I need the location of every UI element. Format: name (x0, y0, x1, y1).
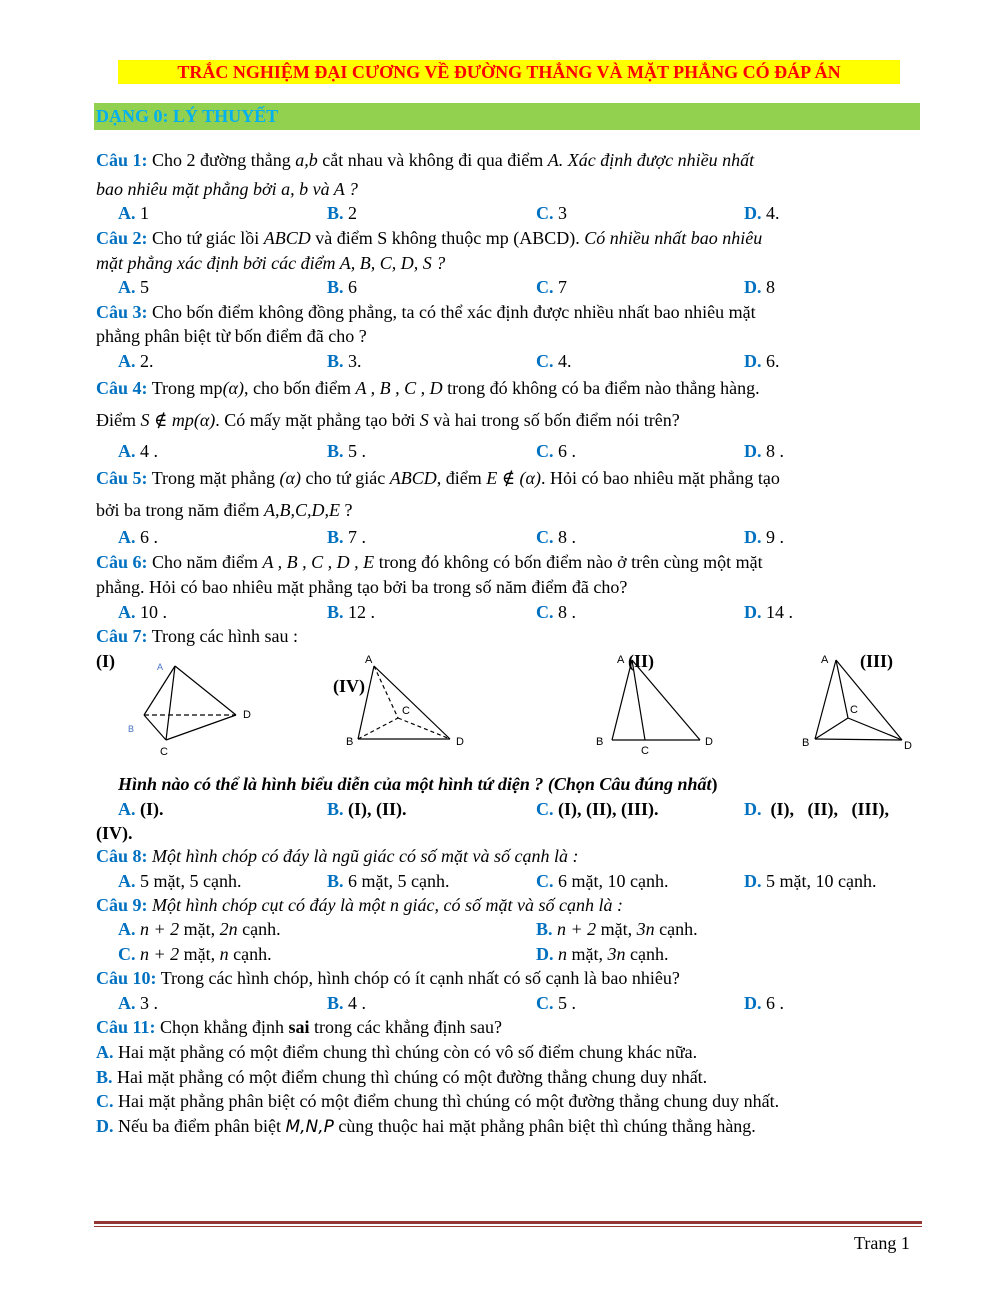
vertex-label-a: A (365, 654, 373, 666)
option-d: D. 8 . (744, 441, 784, 461)
question-label: Câu 3: (96, 302, 148, 322)
figure-i (120, 658, 270, 763)
option-b: B. 6 mặt, 5 cạnh. (327, 871, 450, 891)
option-c: C. 6 . (536, 441, 576, 461)
question-6-line-2: phẳng. Hỏi có bao nhiêu mặt phẳng tạo bởi ba trong số năm điểm đã cho? (96, 577, 628, 597)
option-c: C. (I), (II), (III). (536, 799, 659, 819)
page-number: Trang 1 (854, 1233, 910, 1253)
figure-label-i: (I) (96, 651, 115, 671)
figure-label-iii: (III) (860, 651, 894, 671)
question-7-prompt: Hình nào có thể là hình biểu diễn của một hình tứ diện ? (Chọn Câu đúng nhất) (118, 774, 718, 794)
option-a: A. 2. (118, 351, 154, 371)
question-1: Câu 1: Cho 2 đường thẳng a,b cắt nhau và không đi qua điểm A. Xác định được nhiều nhất (96, 150, 755, 170)
option-a: A. Hai mặt phẳng có một điểm chung thì chúng còn có vô số điểm chung khác nữa. (96, 1042, 698, 1062)
option-d: D. 9 . (744, 527, 784, 547)
option-b: B. 4 . (327, 993, 367, 1013)
question-5: Câu 5: Trong mặt phẳng (α) cho tứ giác ABCD, điểm E ∉ (α). Hỏi có bao nhiêu mặt phẳng tạo (96, 468, 780, 488)
option-a: A. 4 . (118, 441, 158, 461)
question-label: Câu 11: (96, 1017, 156, 1037)
vertex-label-b: B (128, 724, 135, 734)
option-c: C. 3 (536, 203, 567, 223)
option-d: D. 8 (744, 277, 775, 297)
option-a: A. 1 (118, 203, 149, 223)
question-label: Câu 6: (96, 552, 148, 572)
vertex-label-b: B (802, 737, 810, 749)
vertex-label-d: D (456, 736, 464, 748)
option-a: A. (I). (118, 799, 164, 819)
question-3: Câu 3: Cho bốn điểm không đồng phẳng, ta có thể xác định được nhiều nhất bao nhiêu mặt (96, 302, 756, 322)
option-c: C. n + 2 mặt, n cạnh. (118, 944, 272, 964)
option-c: C. 8 . (536, 602, 576, 622)
vertex-label-a: A (821, 654, 829, 666)
question-label: Câu 1: (96, 150, 148, 170)
option-d: D. 6 . (744, 993, 784, 1013)
footer-rule (94, 1221, 922, 1224)
question-label: Câu 8: (96, 846, 148, 866)
option-a: A. 5 mặt, 5 cạnh. (118, 871, 242, 891)
vertex-label-c: C (402, 705, 410, 717)
figure-ii (590, 648, 720, 758)
figure-iii (800, 648, 925, 758)
question-10: Câu 10: Trong các hình chóp, hình chóp có ít cạnh nhất có số cạnh là bao nhiêu? (96, 968, 680, 988)
option-d-wrap: (IV). (96, 823, 133, 843)
option-d: D. 6. (744, 351, 780, 371)
option-d: D. Nếu ba điểm phân biệt M,N,P cùng thuộc hai mặt phẳng phân biệt thì chúng thẳng hàng. (96, 1116, 756, 1137)
question-1-line-2: bao nhiêu mặt phẳng bởi a, b và A ? (96, 179, 358, 199)
vertex-label-c: C (160, 746, 168, 758)
question-label: Câu 10: (96, 968, 157, 988)
question-label: Câu 4: (96, 378, 148, 398)
option-b: B. 7 . (327, 527, 367, 547)
figure-iv (338, 648, 468, 753)
option-c: C. Hai mặt phẳng phân biệt có một điểm chung thì chúng có một đường thẳng chung duy nhất. (96, 1091, 780, 1111)
question-7: Câu 7: Trong các hình sau : (96, 626, 299, 646)
question-label: Câu 5: (96, 468, 148, 488)
vertex-label-c: C (850, 704, 858, 716)
option-a: A. 10 . (118, 602, 167, 622)
document-title: TRẮC NGHIỆM ĐẠI CƯƠNG VỀ ĐƯỜNG THẲNG VÀ MẶT PHẲNG CÓ ĐÁP ÁN (118, 60, 900, 84)
vertex-label-a: A (157, 662, 164, 672)
question-9: Câu 9: Một hình chóp cụt có đáy là một n giác, có số mặt và số cạnh là : (96, 895, 623, 915)
option-b: B. n + 2 mặt, 3n cạnh. (536, 919, 698, 939)
vertex-label-d: D (705, 736, 713, 748)
figure-label-ii: (II) (628, 651, 654, 671)
option-d: D. 5 mặt, 10 cạnh. (744, 871, 877, 891)
question-label: Câu 7: (96, 626, 148, 646)
option-c: C. 7 (536, 277, 567, 297)
vertex-label-b: B (346, 736, 354, 748)
option-d: D. 4. (744, 203, 780, 223)
question-11: Câu 11: Chọn khẳng định sai trong các khẳng định sau? (96, 1017, 502, 1037)
vertex-label-d: D (243, 709, 251, 721)
option-b: B. 12 . (327, 602, 376, 622)
question-2-line-2: mặt phẳng xác định bởi các điểm A, B, C, D, S ? (96, 253, 446, 273)
option-c: C. 5 . (536, 993, 576, 1013)
option-a: A. 3 . (118, 993, 158, 1013)
question-5-line-2: bởi ba trong năm điểm A,B,C,D,E ? (96, 500, 353, 520)
option-c: C. 6 mặt, 10 cạnh. (536, 871, 669, 891)
footer-rule-thin (94, 1226, 922, 1227)
option-b: B. Hai mặt phẳng có một điểm chung thì chúng có một đường thẳng chung duy nhất. (96, 1067, 708, 1087)
section-heading: DẠNG 0: LÝ THUYẾT (94, 103, 920, 130)
vertex-label-d: D (904, 740, 912, 752)
option-b: B. 6 (327, 277, 358, 297)
option-a: A. 6 . (118, 527, 158, 547)
option-c: C. 4. (536, 351, 572, 371)
question-8: Câu 8: Một hình chóp có đáy là ngũ giác có số mặt và số cạnh là : (96, 846, 579, 866)
option-a: A. 5 (118, 277, 149, 297)
option-d: D. (I), (II), (III), (744, 799, 889, 819)
option-b: B. (I), (II). (327, 799, 407, 819)
question-label: Câu 2: (96, 228, 148, 248)
vertex-label-a: A (617, 654, 625, 666)
option-c: C. 8 . (536, 527, 576, 547)
option-a: A. n + 2 mặt, 2n cạnh. (118, 919, 281, 939)
question-4-line-2: Điểm S ∉ mp(α). Có mấy mặt phẳng tạo bởi S và hai trong số bốn điểm nói trên? (96, 410, 680, 430)
option-d: D. n mặt, 3n cạnh. (536, 944, 669, 964)
question-label: Câu 9: (96, 895, 148, 915)
option-d: D. 14 . (744, 602, 793, 622)
option-b: B. 5 . (327, 441, 367, 461)
question-2: Câu 2: Cho tứ giác lồi ABCD và điểm S không thuộc mp (ABCD). Có nhiều nhất bao nhiêu (96, 228, 763, 248)
question-4: Câu 4: Trong mp(α), cho bốn điểm A , B , C , D trong đó không có ba điểm nào thẳng hàng. (96, 378, 760, 398)
vertex-label-c: C (641, 745, 649, 757)
vertex-label-b: B (596, 736, 604, 748)
option-b: B. 2 (327, 203, 358, 223)
question-6: Câu 6: Cho năm điểm A , B , C , D , E trong đó không có bốn điểm nào ở trên cùng một mặt (96, 552, 763, 572)
figure-label-iv: (IV) (333, 676, 365, 696)
question-3-line-2: phẳng phân biệt từ bốn điểm đã cho ? (96, 326, 367, 346)
option-b: B. 3. (327, 351, 362, 371)
